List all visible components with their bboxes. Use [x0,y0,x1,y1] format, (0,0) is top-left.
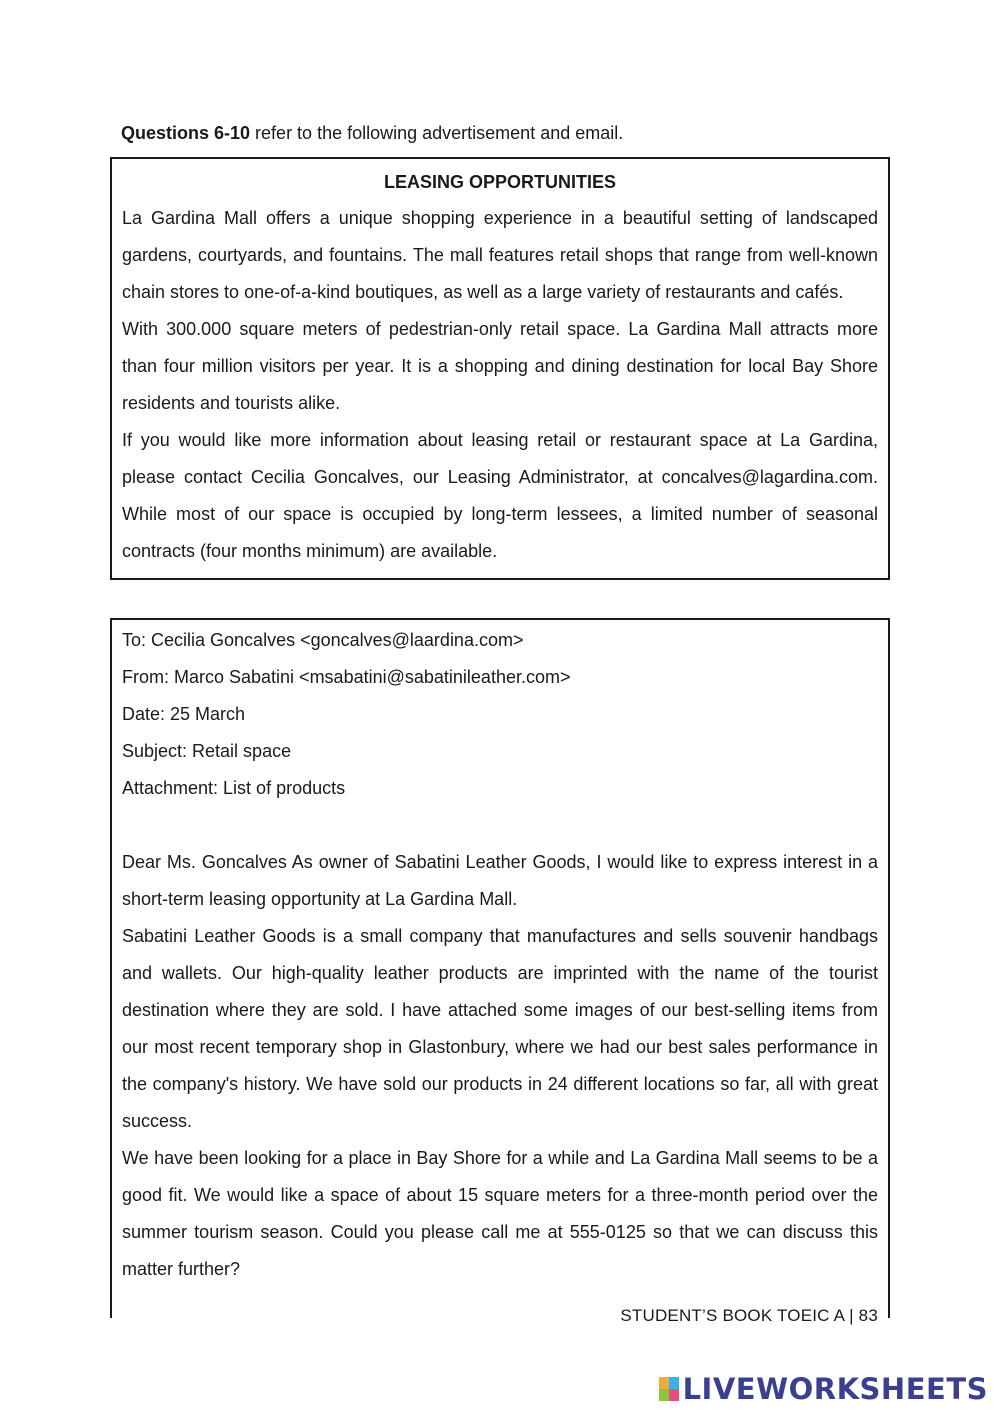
email-attachment: Attachment: List of products [122,778,346,798]
questions-intro-text: refer to the following advertisement and email. [250,123,624,143]
logo-square-icon [669,1377,679,1389]
email-to: To: Cecilia Goncalves <goncalves@laardina.com> [122,630,524,650]
advertisement-paragraph: If you would like more information about leasing retail or restaurant space at La Gardina, please contact Cecilia Goncalves, our Leasing Administrator, at concalves@lagardina.com. While most of our space is occupied by long-term lessees, a limited number of seasonal contracts (four months minimum) are available. [122,430,878,561]
logo-square-icon [659,1389,669,1401]
questions-intro [121,121,623,145]
email-box [110,618,890,1318]
email-paragraph: Sabatini Leather Goods is a small company that manufactures and sells souvenir handbags and wallets. Our high-quality leather products are imprinted with the name of the tourist destination where they are sold. I have attached some images of our best-selling items from our most recent temporary shop in Glastonbury, where we had our best sales performance in the company's history. We have sold our products in 24 different locations so far, all with great success. [122,926,878,1131]
liveworksheets-logo[interactable] [659,1372,988,1406]
advertisement-box [110,157,890,580]
liveworksheets-logo-text: LIVEWORKSHEETS [682,1372,988,1406]
email-paragraph: We have been looking for a place in Bay Shore for a while and La Gardina Mall seems to be a good fit. We would like a space of about 15 square meters for a three-month period over the summer tourism season. Could you please call me at 555-0125 so that we can discuss this matter further? [122,1148,878,1279]
email-paragraph: Dear Ms. Goncalves As owner of Sabatini Leather Goods, I would like to express interest in a short-term leasing opportunity at La Gardina Mall. [122,852,878,909]
page-footer: STUDENT’S BOOK TOEIC A | 83 [620,1306,878,1325]
advertisement-title: LEASING OPPORTUNITIES [383,172,617,192]
questions-range: Questions 6-10 [121,123,251,143]
email-from: From: Marco Sabatini <msabatini@sabatinileather.com> [122,667,571,687]
logo-square-icon [659,1377,669,1389]
advertisement-paragraph: With 300.000 square meters of pedestrian-only retail space. La Gardina Mall attracts more than four million visitors per year. It is a shopping and dining destination for local Bay Shore residents and tourists alike. [122,319,878,413]
email-subject: Subject: Retail space [122,741,292,761]
email-spacer [122,807,878,844]
advertisement-paragraph: La Gardina Mall offers a unique shopping experience in a beautiful setting of landscaped gardens, courtyards, and fountains. The mall features retail shops that range from well-known chain stores to one-of-a-kind boutiques, as well as a large variety of restaurants and cafés. [122,208,878,302]
logo-square-icon [669,1389,679,1401]
liveworksheets-logo-icon [659,1377,679,1401]
email-date: Date: 25 March [122,704,246,724]
